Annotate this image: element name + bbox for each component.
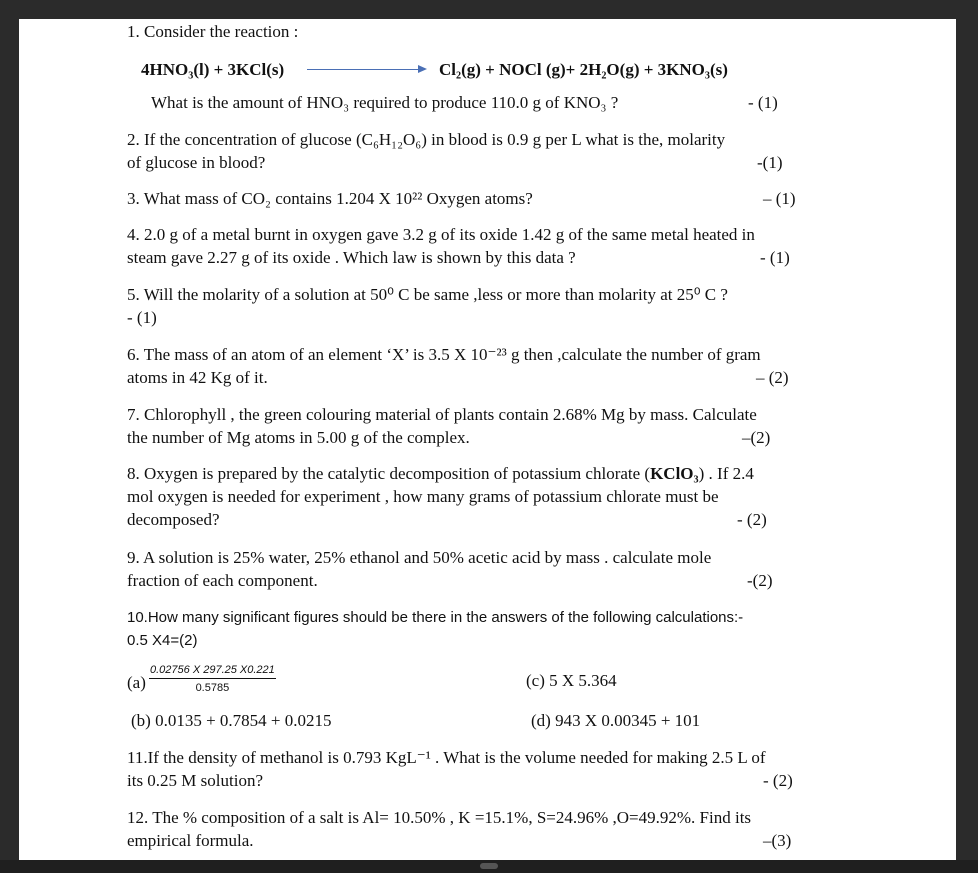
q1-marks: - (1) [748, 93, 778, 112]
q10-a-fraction [149, 664, 276, 694]
q10-c: (c) 5 X 5.364 [526, 671, 617, 690]
q10-a-numerator: 0.02756 X 297.25 X0.221 [149, 664, 276, 679]
q5-marks: - (1) [127, 308, 157, 327]
q8-line2: mol oxygen is needed for experiment , how many grams of potassium chlorate must be [127, 487, 719, 506]
q10-b: (b) 0.0135 + 0.7854 + 0.0215 [131, 711, 332, 730]
q8-line1-end: ) . If 2.4 [698, 464, 754, 483]
q6-line2: atoms in 42 Kg of it. [127, 368, 268, 387]
q4-marks: - (1) [760, 248, 790, 267]
q11-line2: its 0.25 M solution? [127, 771, 264, 790]
q1-intro: 1. Consider the reaction : [127, 22, 299, 41]
reaction-arrow [307, 69, 419, 70]
q8-marks: - (2) [737, 510, 767, 529]
q11-line1: 11.If the density of methanol is 0.793 KgL⁻¹ . What is the volume needed for making 2.5 L of [127, 748, 766, 767]
q1-products: Cl₂(g) + NOCl (g)+ 2H₂O(g) + 3KNO₃(s) [439, 60, 728, 79]
bottom-scrollbar[interactable] [0, 860, 978, 873]
q6-line1: 6. The mass of an atom of an element ‘X’ is 3.5 X 10⁻²³ g then ,calculate the number of gram [127, 345, 761, 364]
q4-line2: steam gave 2.27 g of its oxide . Which law is shown by this data ? [127, 248, 576, 267]
q7-line1: 7. Chlorophyll , the green colouring material of plants contain 2.68% Mg by mass. Calculate [127, 405, 757, 424]
q6-marks: – (2) [756, 368, 789, 387]
q4-line1: 4. 2.0 g of a metal burnt in oxygen gave 3.2 g of its oxide 1.42 g of the same metal heated in [127, 225, 755, 244]
q12-line2: empirical formula. [127, 831, 254, 850]
q9-marks: -(2) [747, 571, 773, 590]
q3-line1: 3. What mass of CO₂ contains 1.204 X 10²² Oxygen atoms? [127, 189, 533, 208]
scroll-indicator[interactable] [480, 863, 498, 869]
q7-marks: –(2) [742, 428, 771, 447]
q12-marks: –(3) [763, 831, 792, 850]
q9-line2: fraction of each component. [127, 571, 318, 590]
q2-marks: -(1) [757, 153, 783, 172]
q8-line3: decomposed? [127, 510, 220, 529]
q5-line1: 5. Will the molarity of a solution at 50⁰ C be same ,less or more than molarity at 25⁰ C ? [127, 285, 728, 304]
q10-a-label: (a) [127, 673, 146, 692]
q1-question: What is the amount of HNO₃ required to produce 110.0 g of KNO₃ ? [151, 93, 619, 112]
q10-line1: 10.How many significant figures should be there in the answers of the following calculations:- [127, 609, 744, 626]
q7-line2: the number of Mg atoms in 5.00 g of the complex. [127, 428, 470, 447]
q1-reactants: 4HNO₃(l) + 3KCl(s) [141, 60, 285, 79]
q8-formula: KClO₃ [650, 464, 699, 483]
q8-line1-start: 8. Oxygen is prepared by the catalytic decomposition of potassium chlorate ( [127, 464, 651, 483]
document-page [19, 19, 956, 860]
q8-line1 [127, 464, 754, 484]
q10-d: (d) 943 X 0.00345 + 101 [531, 711, 701, 730]
q9-line1: 9. A solution is 25% water, 25% ethanol and 50% acetic acid by mass . calculate mole [127, 548, 712, 567]
q12-line1: 12. The % composition of a salt is Al= 10.50% , K =15.1%, S=24.96% ,O=49.92%. Find its [127, 808, 752, 827]
reaction-arrowhead [418, 65, 427, 73]
q11-marks: - (2) [763, 771, 793, 790]
q3-marks: – (1) [763, 189, 796, 208]
q10-a-denominator: 0.5785 [195, 682, 230, 694]
q2-line2: of glucose in blood? [127, 153, 266, 172]
q2-line1: 2. If the concentration of glucose (C₆H₁₂O₆) in blood is 0.9 g per L what is the, molarity [127, 130, 726, 149]
q10-line2: 0.5 X4=(2) [127, 632, 198, 649]
